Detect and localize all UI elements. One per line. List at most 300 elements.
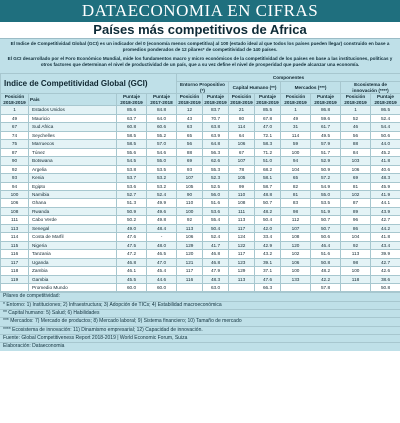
table-cell: 61.7 [311, 123, 341, 131]
table-cell: 80 [229, 114, 255, 122]
ecosistema-header: Ecosistema de innovación (****) [341, 82, 400, 94]
table-cell: 111 [1, 216, 29, 224]
table-row [1, 216, 400, 224]
table-cell: 104 [341, 233, 371, 241]
table-cell: 65 [177, 131, 203, 139]
table-cell: 114 [281, 131, 311, 139]
table-cell: 119 [1, 275, 29, 283]
table-cell: 52.7 [117, 190, 147, 198]
table-row [1, 207, 400, 215]
table-cell: 84 [341, 148, 371, 156]
table-cell: 47.6 [255, 275, 281, 283]
table-row [1, 174, 400, 182]
table-cell: 45.2 [371, 148, 400, 156]
table-cell: 75 [1, 140, 29, 148]
table-cell: 110 [177, 199, 203, 207]
column-header: Posición 2018-2019 [1, 94, 29, 106]
table-cell: 55.0 [147, 157, 177, 165]
table-cell: 69 [177, 157, 203, 165]
table-cell: 51.3 [117, 199, 147, 207]
table-cell: 57.8 [311, 283, 341, 291]
table-cell: 100 [177, 207, 203, 215]
table-cell: 42.7 [371, 216, 400, 224]
table-cell: 83.7 [203, 106, 229, 114]
table-cell: 48.8 [255, 190, 281, 198]
table-cell: 46.5 [147, 250, 177, 258]
table-cell: 41.8 [371, 157, 400, 165]
table-cell: 60.0 [117, 283, 147, 291]
table-cell: 102 [281, 250, 311, 258]
table-cell: 48.3 [203, 275, 229, 283]
table-cell: 113 [229, 216, 255, 224]
table-cell: 100 [341, 267, 371, 275]
table-cell: 74 [1, 131, 29, 139]
table-cell: 21 [229, 106, 255, 114]
table-cell: 108 [1, 207, 29, 215]
table-cell: 94 [1, 182, 29, 190]
table-cell: 38.6 [371, 275, 400, 283]
intro-text [0, 39, 400, 73]
table-cell: 1 [281, 106, 311, 114]
table-cell: 99 [229, 182, 255, 190]
column-header: Posición 2018-2019 [341, 94, 371, 106]
column-header: Puntaje 2018-2019 [204, 94, 227, 105]
table-cell: 42.9 [255, 241, 281, 249]
table-cell: 96 [341, 216, 371, 224]
table-row [1, 233, 400, 241]
table-cell: 117 [229, 224, 255, 232]
table-cell [177, 283, 203, 291]
table-cell: 42.6 [371, 267, 400, 275]
table-cell: 48.3 [371, 174, 400, 182]
table-cell: 85.5 [255, 106, 281, 114]
table-cell: 41.7 [203, 241, 229, 249]
table-cell: 55.4 [203, 216, 229, 224]
table-cell: 42.2 [311, 275, 341, 283]
table-cell: 31 [281, 123, 311, 131]
table-cell: 52.4 [203, 233, 229, 241]
country-cell: Egipto [29, 182, 117, 190]
table-cell: 12 [177, 106, 203, 114]
table-cell: 50.7 [255, 199, 281, 207]
competitiveness-table [0, 73, 400, 292]
table-row [1, 140, 400, 148]
table-cell: 40.6 [371, 165, 400, 173]
table-cell: 60.8 [117, 123, 147, 131]
table-cell: 46.4 [311, 241, 341, 249]
table-cell: 43.9 [371, 207, 400, 215]
table-cell: 60.6 [147, 123, 177, 131]
table-cell: 81 [341, 182, 371, 190]
table-row [1, 267, 400, 275]
column-header: País [29, 94, 117, 106]
table-cell: 49.5 [311, 131, 341, 139]
table-cell: 68.2 [255, 165, 281, 173]
table-cell: 114 [1, 233, 29, 241]
table-cell: 48.4 [147, 224, 177, 232]
table-cell: 100 [281, 148, 311, 156]
country-cell: Botswana [29, 157, 117, 165]
table-cell: 98 [341, 258, 371, 266]
country-cell: Zambia [29, 267, 117, 275]
table-cell: 63.8 [203, 123, 229, 131]
gci-header: Indice de Competitividad Global (GCI) [1, 74, 177, 94]
table-cell: 51.6 [311, 250, 341, 258]
country-cell: Costa de Marfil [29, 233, 117, 241]
table-cell: 64.8 [203, 140, 229, 148]
table-cell: 106 [1, 199, 29, 207]
table-cell: 44.1 [371, 199, 400, 207]
table-cell: 82 [281, 182, 311, 190]
table-cell: 71.2 [255, 148, 281, 156]
table-cell: 43 [177, 114, 203, 122]
table-cell: 117 [229, 250, 255, 258]
table-cell: 52.4 [147, 190, 177, 198]
table-cell: 120 [177, 250, 203, 258]
table-cell: 106 [177, 233, 203, 241]
table-cell: 86.5 [371, 106, 400, 114]
table-cell: 59.6 [311, 114, 341, 122]
table-cell [1, 283, 29, 291]
table-cell: 107 [281, 224, 311, 232]
table-cell: 115 [1, 241, 29, 249]
table-cell: 52 [341, 114, 371, 122]
table-cell: 100 [281, 267, 311, 275]
table-cell: 56 [177, 140, 203, 148]
table-cell [229, 283, 255, 291]
table-cell: 87 [341, 199, 371, 207]
table-cell: 87 [1, 148, 29, 156]
table-cell: 65 [281, 174, 311, 182]
table-cell: 88 [177, 148, 203, 156]
table-cell: 129 [177, 241, 203, 249]
table-cell: 1 [341, 106, 371, 114]
table-cell: 45.4 [147, 267, 177, 275]
table-cell: 112 [281, 216, 311, 224]
table-cell: 63.0 [203, 283, 229, 291]
table-cell: 48.0 [147, 241, 177, 249]
table-cell: 83 [281, 199, 311, 207]
table-cell: 103 [341, 157, 371, 165]
table-cell: 59 [281, 140, 311, 148]
country-cell: Cabo Verde [29, 216, 117, 224]
country-cell: Sud Africa [29, 123, 117, 131]
table-cell: 43.2 [255, 250, 281, 258]
country-cell: Ghana [29, 199, 117, 207]
table-cell: 48.2 [255, 207, 281, 215]
table-cell: 49 [1, 114, 29, 122]
table-cell: 39.9 [371, 250, 400, 258]
table-cell: 100 [1, 190, 29, 198]
column-header: Posición 2018-2019 [230, 94, 253, 105]
footer-notes [0, 292, 400, 350]
table-cell: 53.6 [203, 207, 229, 215]
table-cell: 93 [1, 174, 29, 182]
country-cell: Promedio Mundo [29, 283, 117, 291]
table-cell: 49.6 [147, 207, 177, 215]
column-header: Puntaje 2018-2019 [256, 94, 279, 105]
table-cell: 51.7 [311, 148, 341, 156]
table-cell: 58.1 [255, 174, 281, 182]
country-cell: Mauricio [29, 114, 117, 122]
table-cell: 54.4 [371, 123, 400, 131]
banner-title: DATAECONOMIA EN CIFRAS [0, 0, 400, 22]
table-cell: 55.6 [117, 148, 147, 156]
country-cell: Nigeria [29, 241, 117, 249]
table-cell: 48.2 [311, 267, 341, 275]
table-cell: 57.2 [311, 174, 341, 182]
table-row [1, 148, 400, 156]
table-cell: 111 [229, 207, 255, 215]
table-cell: 118 [341, 275, 371, 283]
table-row [1, 241, 400, 249]
intro-paragraph: El Indice de Competitividad Global (GCI) es un indicador del 0 (economía menos competitiva) al 100 (estado ideal al que todos los países pueden llegar) construido en base a promedios ponderados de 12 pilares* de competitividad de 140 países. [10, 41, 390, 52]
table-cell: 33.4 [255, 233, 281, 241]
table-cell: 120 [281, 241, 311, 249]
table-cell: 46.8 [203, 258, 229, 266]
table-cell: - [147, 233, 177, 241]
table-cell: 52.3 [203, 174, 229, 182]
table-cell: 47.0 [147, 258, 177, 266]
country-cell: Rwanda [29, 207, 117, 215]
table-cell: 53.2 [147, 182, 177, 190]
table-row [1, 275, 400, 283]
country-cell: Gambia [29, 275, 117, 283]
table-cell: 53.6 [117, 182, 147, 190]
table-cell: 52.4 [371, 114, 400, 122]
table-cell: 56.0 [203, 190, 229, 198]
table-cell: 107 [229, 157, 255, 165]
table-cell: 69 [341, 174, 371, 182]
column-header: Puntaje 2018-2019 [371, 94, 400, 106]
table-cell: 56.3 [203, 148, 229, 156]
column-header: Posición 2018-2019 [281, 94, 311, 106]
mercados-header: Mercados (***) [281, 82, 341, 94]
country-cell: Marruecos [29, 140, 117, 148]
table-cell: 106 [229, 140, 255, 148]
table-row [1, 182, 400, 190]
average-row [1, 283, 400, 291]
table-cell: 57.9 [311, 140, 341, 148]
table-cell: 44.6 [147, 275, 177, 283]
table-cell: 92 [177, 216, 203, 224]
table-cell: 50.2 [117, 216, 147, 224]
table-cell: 58.7 [255, 182, 281, 190]
table-cell: 114 [229, 123, 255, 131]
table-cell: 129 [229, 267, 255, 275]
table-cell: 60.0 [147, 283, 177, 291]
table-cell: 56 [341, 131, 371, 139]
table-cell: 113 [229, 275, 255, 283]
table-cell: 90 [177, 190, 203, 198]
table-cell [341, 283, 371, 291]
table-cell: 53.7 [117, 174, 147, 182]
table-cell: 58.3 [255, 140, 281, 148]
table-cell: 84.8 [147, 106, 177, 114]
table-cell: 105 [229, 174, 255, 182]
components-header: Componentes [177, 74, 400, 82]
table-cell: 46 [341, 123, 371, 131]
table-row [1, 258, 400, 266]
table-cell: 55.2 [147, 131, 177, 139]
table-row [1, 123, 400, 131]
table-cell: 50.4 [255, 216, 281, 224]
table-row [1, 106, 400, 114]
table-cell: 117 [177, 267, 203, 275]
table-cell: 62.6 [203, 157, 229, 165]
table-cell: 67 [1, 123, 29, 131]
table-cell: 89 [341, 207, 371, 215]
table-cell: 55.3 [203, 165, 229, 173]
table-cell: 47.2 [117, 250, 147, 258]
table-cell: 51.0 [255, 157, 281, 165]
table-cell: 94 [281, 157, 311, 165]
table-row [1, 165, 400, 173]
table-cell: 104 [281, 165, 311, 173]
table-cell: 53.8 [117, 165, 147, 173]
table-cell: 49.9 [147, 199, 177, 207]
intro-paragraph: El GCI desarrollado por el Foro Económico Mundial, mide los fundamentos macro y micro económicos de la competitividad de los países en base a las instituciones, políticas y otros factores que determinan el nivel de productividad de un país, que a su vez define el nivel de prosperidad que puede alcanzar una economía. [7, 56, 393, 67]
table-cell: 46.8 [203, 250, 229, 258]
table-cell: 113 [1, 224, 29, 232]
table-cell: 46.8 [117, 258, 147, 266]
table-cell: 106 [341, 165, 371, 173]
table-cell: 64 [229, 131, 255, 139]
table-cell: 41.8 [371, 233, 400, 241]
table-cell: 58.5 [117, 140, 147, 148]
capital-header: Capital Humano (**) [229, 82, 281, 94]
table-cell: 44.2 [371, 224, 400, 232]
footer-line: Pilares de competitividad: [0, 292, 400, 300]
table-cell: 49 [281, 114, 311, 122]
table-cell: 123 [229, 258, 255, 266]
table-cell: 51.6 [203, 199, 229, 207]
table-cell: 50.8 [371, 283, 400, 291]
footer-line: *** Mercados: 7) Mercado de productos; 8) Mercado laboral; 9) Sistema financiero; 10) Tamaño de mercado [0, 317, 400, 325]
table-cell: 52.5 [203, 182, 229, 190]
table-cell: 88 [341, 140, 371, 148]
table-cell: 52.9 [311, 157, 341, 165]
table-cell: 85.6 [117, 106, 147, 114]
table-cell: 50.6 [311, 233, 341, 241]
table-cell: 45.9 [371, 182, 400, 190]
table-row [1, 190, 400, 198]
table-cell: 98 [281, 207, 311, 215]
table-cell: 108 [281, 233, 311, 241]
table-cell: 66.3 [255, 283, 281, 291]
footer-line: Fuente: Global Competitiveness Report 2018-2019 | World Economic Forum, Suiza [0, 334, 400, 342]
table-cell: 49.0 [117, 224, 147, 232]
table-cell: 54.5 [117, 157, 147, 165]
column-header: Puntaje 2018-2019 [311, 94, 341, 106]
table-cell: 50.4 [203, 224, 229, 232]
entorno-header: Entorno Propositivo (*) [177, 82, 229, 94]
table-cell: 107 [177, 174, 203, 182]
table-cell: 53.5 [147, 165, 177, 173]
table-cell: 54.9 [311, 182, 341, 190]
table-cell: 50.8 [311, 258, 341, 266]
table-cell: 50.9 [117, 207, 147, 215]
table-cell: 47.5 [117, 241, 147, 249]
table-cell: 63.7 [117, 114, 147, 122]
table-cell: 102 [341, 190, 371, 198]
table-cell: 41.9 [371, 190, 400, 198]
table-cell: 124 [229, 233, 255, 241]
table-cell: 86 [341, 224, 371, 232]
table-cell: 50.7 [311, 216, 341, 224]
country-cell: Senegal [29, 224, 117, 232]
table-cell: 57.0 [147, 140, 177, 148]
table-cell: 44.0 [371, 140, 400, 148]
table-cell: 93 [177, 165, 203, 173]
country-cell: Uganda [29, 258, 117, 266]
table-cell: 122 [229, 241, 255, 249]
table-cell: 45.5 [117, 275, 147, 283]
table-cell: 42.7 [371, 258, 400, 266]
table-cell: 63.9 [203, 131, 229, 139]
footer-line: * Entorno: 1) Instituciones; 2) Infraestructura; 3) Adopción de TICs; 4) Estabilidad macroeconómica [0, 301, 400, 309]
column-header: Puntaje 2018-2019 [117, 94, 147, 106]
table-cell: 92 [341, 241, 371, 249]
table-cell: 81 [281, 190, 311, 198]
column-header: Posición 2018-2019 [178, 94, 201, 105]
table-body [1, 106, 400, 292]
table-cell: 121 [177, 258, 203, 266]
country-cell: Argelia [29, 165, 117, 173]
table-cell: 47.0 [255, 123, 281, 131]
table-cell [281, 283, 311, 291]
table-cell: 116 [1, 250, 29, 258]
table-row [1, 199, 400, 207]
table-cell: 37.1 [255, 267, 281, 275]
table-cell: 55.0 [311, 190, 341, 198]
table-cell: 78 [229, 165, 255, 173]
table-row [1, 224, 400, 232]
table-cell: 50.9 [311, 165, 341, 173]
table-cell: 70.7 [203, 114, 229, 122]
table-cell: 47.6 [117, 233, 147, 241]
table-cell: 63 [177, 123, 203, 131]
table-cell: 1 [1, 106, 29, 114]
table-cell: 92 [1, 165, 29, 173]
page-title: Países más competitivos de Africa [0, 22, 400, 39]
table-cell: 110 [229, 190, 255, 198]
table-cell: 42.0 [255, 224, 281, 232]
table-cell: 53.5 [311, 199, 341, 207]
country-cell: Túnez [29, 148, 117, 156]
table-cell: 72.1 [255, 131, 281, 139]
table-cell: 39.1 [255, 258, 281, 266]
country-cell: Estados Unidos [29, 106, 117, 114]
table-cell: 53.2 [147, 174, 177, 182]
table-cell: 47.9 [203, 267, 229, 275]
table-cell: 113 [177, 224, 203, 232]
table-cell: 67 [229, 148, 255, 156]
table-row [1, 250, 400, 258]
table-cell: 118 [1, 267, 29, 275]
table-cell: 64.0 [147, 114, 177, 122]
table-cell: 51.9 [311, 207, 341, 215]
country-cell: Tanzania [29, 250, 117, 258]
table-cell: 54.6 [147, 148, 177, 156]
footer-line: **** Ecosistema de innovación: 11) Dinamismo empresarial; 12) Capacidad de innovación. [0, 326, 400, 334]
table-cell: 43.4 [371, 241, 400, 249]
table-cell: 117 [1, 258, 29, 266]
footer-line: ** Capital humano: 5) Salud; 6) Habilidades [0, 309, 400, 317]
table-cell: 106 [281, 258, 311, 266]
table-cell: 58.5 [117, 131, 147, 139]
table-cell: 50.7 [311, 224, 341, 232]
